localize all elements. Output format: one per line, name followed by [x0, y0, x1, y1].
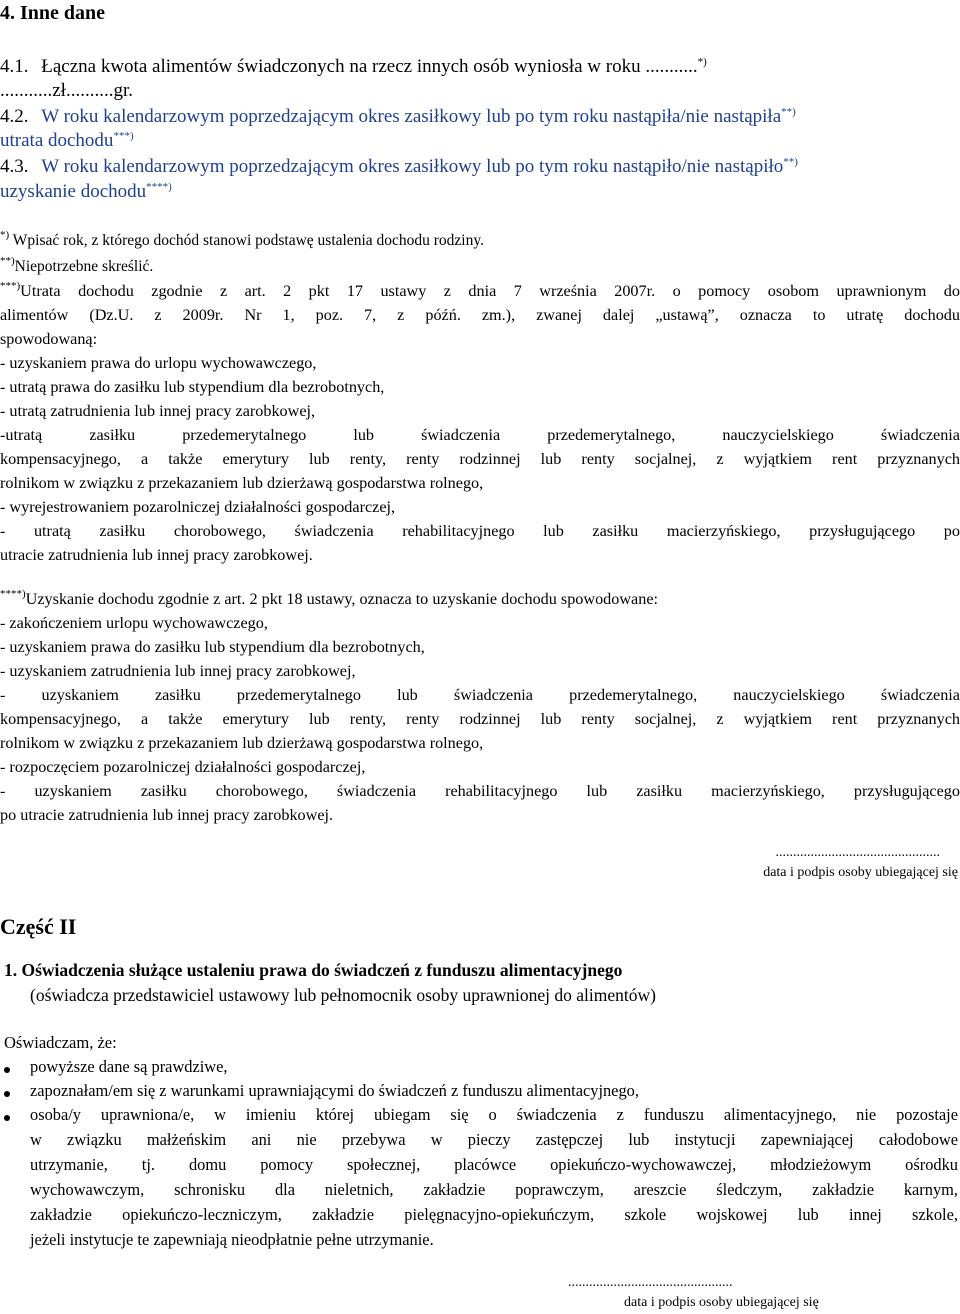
footnote-ref: **)	[781, 106, 796, 118]
item-text: W roku kalendarzowym poprzedzającym okres zasiłkowy lub po tym roku nastąpiło/nie nastąpiło	[41, 156, 784, 177]
bullet-icon	[4, 1091, 10, 1097]
footnote-4-line: kompensacyjnego, a także emerytury lub renty, renty rodzinnej lub renty socjalnej, z wyjątkiem rent przyznanych	[0, 710, 960, 728]
footnote-3-line: - utratą zasiłku chorobowego, świadczenia rehabilitacyjnego lub zasiłku macierzyńskiego, przysługującego po	[0, 522, 960, 540]
footnote-3-line: alimentów (Dz.U. z 2009r. Nr 1, poz. 7, z późń. zm.), zwanej dalej „ustawą”, oznacza to utratę dochodu	[0, 306, 960, 324]
footnote-marker: ***)	[0, 280, 21, 292]
statement-item-line: jeżeli instytucje te zapewniają nieodpłatnie pełne utrzymanie.	[30, 1230, 434, 1249]
footnote-3-line: - utratą prawa do zasiłku lub stypendium dla bezrobotnych,	[0, 378, 385, 396]
item-4-3	[0, 156, 798, 178]
footnote-4-line: - uzyskaniem zasiłku chorobowego, świadczenia rehabilitacyjnego lub zasiłku macierzyńskiego, przysługującego	[0, 782, 960, 800]
footnote-3-line: - utratą zatrudnienia lub innej pracy zarobkowej,	[0, 402, 316, 420]
signature-dots: ...............................................	[568, 1275, 733, 1290]
footnote-4-line: - zakończeniem urlopu wychowawczego,	[0, 614, 268, 632]
item-text-continued: uzyskanie dochodu	[0, 181, 147, 202]
footnote-text: Utrata dochodu zgodnie z art. 2 pkt 17 ustawy z dnia 7 września 2007r. o pomocy osobom uprawnionym do	[20, 282, 960, 300]
footnote-text: Niepotrzebne skreślić.	[14, 258, 154, 275]
item-text: Łączna kwota alimentów świadczonych na rzecz innych osób wyniosła w roku ...........	[41, 56, 698, 77]
item-number: 4.3.	[0, 156, 29, 177]
footnote-4-line: - uzyskaniem zatrudnienia lub innej pracy zarobkowej,	[0, 662, 356, 680]
footnote-text: Uzyskanie dochodu zgodnie z art. 2 pkt 18 ustawy, oznacza to uzyskanie dochodu spowodowane:	[25, 590, 659, 608]
footnote-4-line: po utracie zatrudnienia lub innej pracy zarobkowej.	[0, 806, 334, 824]
statement-item-line: utrzymanie, tj. domu pomocy społecznej, placówce opiekuńczo-wychowawczej, młodzieżowym ośrodku	[30, 1155, 958, 1174]
statement-item: powyższe dane są prawdziwe,	[30, 1057, 228, 1076]
footnote-4-line: - rozpoczęciem pozarolniczej działalności gospodarczej,	[0, 758, 366, 776]
footnote-3-line: -utratą zasiłku przedemerytalnego lub świadczenia przedemerytalnego, nauczycielskiego świadczenia	[0, 426, 960, 444]
part-title: Część II	[0, 914, 77, 939]
item-number: 4.2.	[0, 106, 29, 127]
statement-item: zapoznałam/em się z warunkami uprawniającymi do świadczeń z funduszu alimentacyjnego,	[30, 1081, 639, 1100]
footnote-3-line: - wyrejestrowaniem pozarolniczej działalności gospodarczej,	[0, 498, 396, 516]
footnote-4-line: - uzyskaniem prawa do zasiłku lub stypendium dla bezrobotnych,	[0, 638, 425, 656]
item-number: 4.1.	[0, 56, 29, 77]
footnote-3-line: utracie zatrudnienia lub innej pracy zarobkowej.	[0, 546, 313, 564]
statement-item-line: osoba/y uprawniona/e, w imieniu której ubiegam się o świadczenia z funduszu alimentacyjnego, nie pozostaje	[30, 1105, 958, 1124]
part-heading: 1. Oświadczenia służące ustaleniu prawa do świadczeń z funduszu alimentacyjnego	[4, 960, 623, 980]
statement-item-line: zakładzie opiekuńczo-leczniczym, zakładzie pielęgnacyjno-opiekuńczym, szkole wojskowej lub innej szkole,	[30, 1205, 958, 1224]
footnote-marker: ****)	[0, 588, 26, 600]
footnote-4-line	[0, 590, 658, 609]
footnote-marker: *)	[0, 229, 10, 241]
declaration-intro: Oświadczam, że:	[4, 1033, 117, 1052]
footnote-4-line: - uzyskaniem zasiłku przedemerytalnego lub świadczenia przedemerytalnego, nauczycielskiego świadczenia	[0, 686, 960, 704]
footnote-3-line: - uzyskaniem prawa do urlopu wychowawczego,	[0, 354, 317, 372]
statement-item-line: w związku małżeńskim ani nie przebywa w pieczy zastępczej lub instytucji zapewniającej całodobowe	[30, 1130, 958, 1149]
bullet-icon	[4, 1115, 10, 1121]
footnote-ref: ****)	[146, 181, 172, 193]
section-title: 4. Inne dane	[0, 2, 106, 24]
signature-label: data i podpis osoby ubiegającej się	[763, 865, 958, 880]
footnote-3-line: rolnikom w związku z przekazaniem lub dzierżawą gospodarstwa rolnego,	[0, 474, 484, 492]
footnote-marker: **)	[0, 255, 15, 267]
item-4-3-continued	[0, 181, 172, 203]
footnote-ref: **)	[783, 156, 798, 168]
footnote-3-line: spowodowaną:	[0, 330, 98, 348]
footnote-1	[0, 229, 484, 250]
item-text: W roku kalendarzowym poprzedzającym okres zasiłkowy lub po tym roku nastąpiła/nie nastąpiła	[41, 106, 782, 127]
bullet-icon	[4, 1067, 10, 1073]
statement-item-line: wychowawczym, schronisku dla nieletnich, zakładzie poprawczym, areszcie śledczym, zakładzie karnym,	[30, 1180, 958, 1199]
footnote-2	[0, 255, 154, 276]
signature-dots: ...............................................	[775, 845, 940, 860]
item-4-1-amount: ...........zł..........gr.	[0, 80, 133, 101]
footnote-4-line: rolnikom w związku z przekazaniem lub dzierżawą gospodarstwa rolnego,	[0, 734, 484, 752]
footnote-3-line: kompensacyjnego, a także emerytury lub renty, renty rodzinnej lub renty socjalnej, z wyjątkiem rent przyznanych	[0, 450, 960, 468]
item-4-1	[0, 56, 707, 78]
footnote-text: Wpisać rok, z którego dochód stanowi podstawę ustalenia dochodu rodziny.	[12, 232, 484, 249]
item-text-continued: utrata dochodu	[0, 130, 114, 151]
footnote-ref: *)	[697, 56, 707, 68]
part-subheading: (oświadcza przedstawiciel ustawowy lub pełnomocnik osoby uprawnionej do alimentów)	[30, 985, 656, 1005]
footnote-3-line	[0, 282, 960, 301]
item-4-2-continued	[0, 130, 134, 152]
footnote-ref: ***)	[113, 130, 134, 142]
signature-label: data i podpis osoby ubiegającej się	[624, 1295, 819, 1310]
item-4-2	[0, 106, 796, 128]
